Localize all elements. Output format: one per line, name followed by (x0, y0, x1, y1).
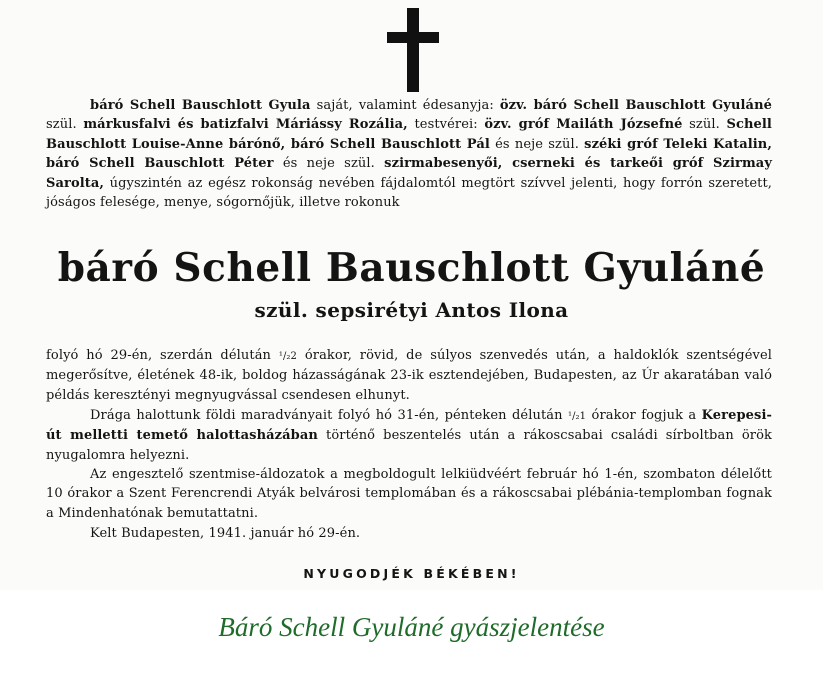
intro-segment: özv. gróf Mailáth Józsefné (484, 117, 683, 133)
intro-segment: és neje szül. (489, 136, 585, 152)
intro-segment: szül. (46, 117, 84, 133)
intro-segment: özv. báró Schell Bauschlott Gyuláné (499, 98, 772, 113)
funeral-text-start: Drága halottunk földi maradványait folyó hó 31-én, pénteken délután (90, 408, 568, 423)
death-text-start: folyó hó 29-én, szerdán délután (46, 348, 279, 363)
intro-segment: saját, valamint édesanyja: (310, 98, 500, 113)
death-paragraph (46, 346, 772, 405)
intro-segment: széki gróf Teleki Katalin, báró Schell Bauschlott Péter (46, 136, 772, 172)
funeral-time-fraction: ¹/₂1 (567, 411, 587, 422)
death-time-fraction: ¹/₂2 (278, 351, 298, 362)
funeral-location: Kerepesi-út melletti temető halottasházában (46, 408, 772, 444)
maiden-name: szül. sepsirétyi Antos Ilona (254, 298, 569, 322)
cross-icon (387, 8, 439, 92)
intro-segment: és neje szül. (273, 156, 385, 172)
intro-segment: szül. (682, 117, 727, 133)
death-text-end: órakor, rövid, de súlyos szenvedés után, a haldoklók szentségével megerősítve, életének 48-ik, boldog házasságának 23-ik esztendejében, Budapesten, az Úr akaratában való példás keresztényi megnyugvással csendesen elhunyt. (46, 348, 772, 403)
intro-segment: márkusfalvi és batizfalvi Máriássy Rozália, (83, 117, 408, 133)
mass-paragraph: Az engesztelő szentmise-áldozatok a megboldogult lelkiüdvéért február hó 1-én, szombaton délelőtt 10 órakor a Szent Ferencrendi Atyák belvárosi templomában és a rákoscsabai plébánia-templomban fognak a Mindenhatónak bemutattatni. (46, 467, 772, 521)
intro-segment: báró Schell Bauschlott Gyula (90, 98, 311, 113)
closing-phrase: NYUGODJÉK BÉKÉBEN! (303, 566, 520, 581)
intro-segment: szirmabesenyői, cserneki és tarkeői gróf Szirmay Sarolta, (46, 156, 772, 191)
image-caption: Báró Schell Gyuláné gyászjelentése (218, 612, 605, 642)
intro-paragraph (46, 96, 772, 212)
funeral-text-end: történő beszentelés után a rákoscsabai családi sírboltban örök nyugalomra helyezni. (46, 428, 772, 463)
intro-segment: testvérei: (407, 117, 485, 133)
funeral-text-mid: órakor fogjuk a (586, 408, 702, 423)
funeral-paragraph (46, 406, 772, 465)
intro-segment: Schell Bauschlott Louise-Anne bárónő, báró Schell Bauschlott Pál (46, 117, 772, 152)
deceased-name: báró Schell Bauschlott Gyuláné (57, 245, 766, 291)
intro-segment: úgyszintén az egész rokonság nevében fájdalomtól megtört szívvel jelenti, hogy forrón szeretett, jóságos felesége, menye, sógornőjük, illetve rokonuk (46, 175, 772, 211)
dateline: Kelt Budapesten, 1941. január hó 29-én. (90, 526, 361, 541)
